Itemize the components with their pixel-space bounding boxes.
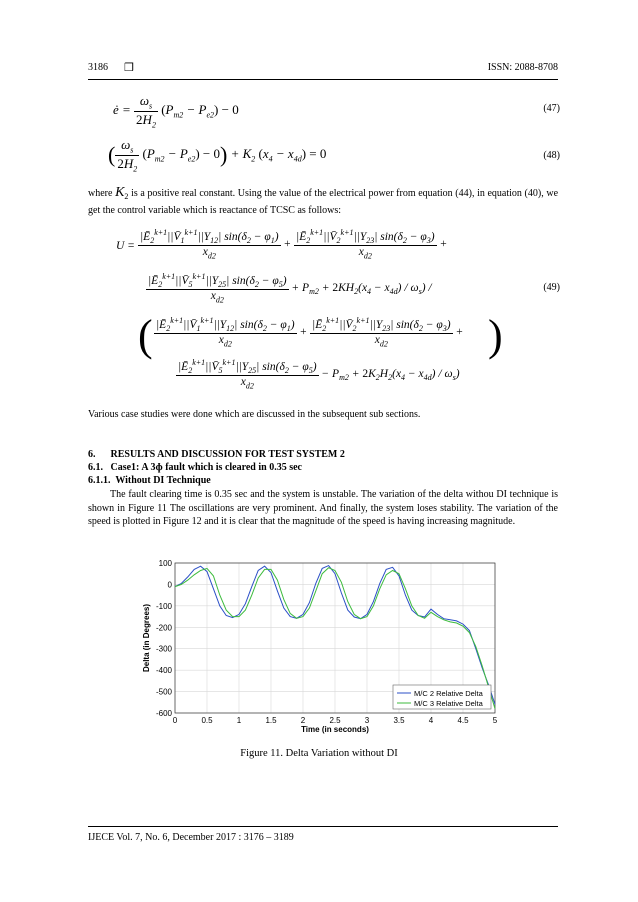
equation-48: ( $\frac{\omega_s}{2H_2}$ $(P_{m2} - P_{e2}) - 0) + K_2$ $(x_4 - x_{4d}) = 0$ bbox=[108, 137, 327, 174]
y-tick-label: -600 bbox=[155, 709, 172, 718]
equation-47-number: (47) bbox=[543, 103, 560, 114]
y-tick-label: 100 bbox=[158, 559, 172, 568]
box-icon: ❒ bbox=[124, 62, 134, 74]
y-tick-label: 0 bbox=[167, 580, 172, 590]
page-number: 3186 bbox=[88, 62, 108, 73]
section-6-1-1-heading: 6.1.1. Without DI Technique bbox=[88, 475, 211, 486]
delta-chart-svg bbox=[140, 555, 510, 740]
x-tick-label: 1.5 bbox=[265, 716, 277, 725]
results-paragraph: The fault clearing time is 0.35 sec and the system is unstable. The variation of the delta withou DI technique is shown in Figure 11 The oscillations are very prominent. And finally, the system loses stability. The variation of the speed is plotted in Figure 12 and it is clear that the magnitude of the speed is having increasing magnitude. bbox=[88, 489, 558, 527]
case-studies-text: Various case studies were done which are discussed in the subsequent sub sections. bbox=[88, 409, 421, 420]
x-tick-label: 2 bbox=[300, 716, 306, 725]
x-tick-label: 1 bbox=[236, 716, 242, 725]
legend-label-2: M/C 3 Relative Delta bbox=[414, 699, 483, 708]
header-rule bbox=[88, 79, 558, 80]
y-tick-label: -200 bbox=[155, 623, 172, 633]
equation-49-number: (49) bbox=[543, 282, 560, 293]
equation-48-number: (48) bbox=[543, 150, 560, 161]
footer-rule bbox=[88, 826, 558, 827]
x-tick-label: 5 bbox=[492, 716, 498, 725]
issn: ISSN: 2088-8708 bbox=[487, 62, 558, 73]
legend-label-1: M/C 2 Relative Delta bbox=[414, 689, 483, 698]
section-6-heading: 6. RESULTS AND DISCUSSION FOR TEST SYSTEM 2 bbox=[88, 449, 345, 460]
x-tick-label: 0 bbox=[172, 716, 178, 725]
x-tick-label: 4 bbox=[428, 716, 434, 725]
journal-footer: IJECE Vol. 7, No. 6, December 2017 : 3176 – 3189 bbox=[88, 832, 294, 843]
x-axis-label: Time (in seconds) bbox=[301, 725, 369, 734]
x-tick-label: 2.5 bbox=[329, 716, 341, 725]
y-tick-label: -400 bbox=[155, 666, 172, 676]
figure-caption: Figure 11. Delta Variation without DI bbox=[240, 748, 398, 759]
y-axis-label: Delta (in Degrees) bbox=[142, 603, 151, 673]
x-tick-label: 3 bbox=[364, 716, 370, 725]
equation-47: ė = $\frac{\omega_s}{2H_2}$ $(P_{m2} - P_{e2}) - 0$ bbox=[113, 93, 239, 130]
delta-chart bbox=[140, 555, 510, 745]
y-tick-label: -100 bbox=[155, 601, 172, 611]
x-tick-label: 4.5 bbox=[457, 716, 469, 725]
where-paragraph: where $K_2$ is a positive real constant. Using the value of the electrical power from equation (44), in equation (40), we get the control variable which is reactance of TCSC as follows: bbox=[88, 185, 559, 216]
x-tick-label: 3.5 bbox=[393, 716, 405, 725]
y-tick-label: -300 bbox=[155, 644, 172, 654]
section-6-1-heading: 6.1. Case1: A 3ɸ fault which is cleared in 0.35 sec bbox=[88, 462, 302, 473]
x-tick-label: 0.5 bbox=[201, 716, 213, 725]
y-tick-label: -500 bbox=[155, 687, 172, 697]
